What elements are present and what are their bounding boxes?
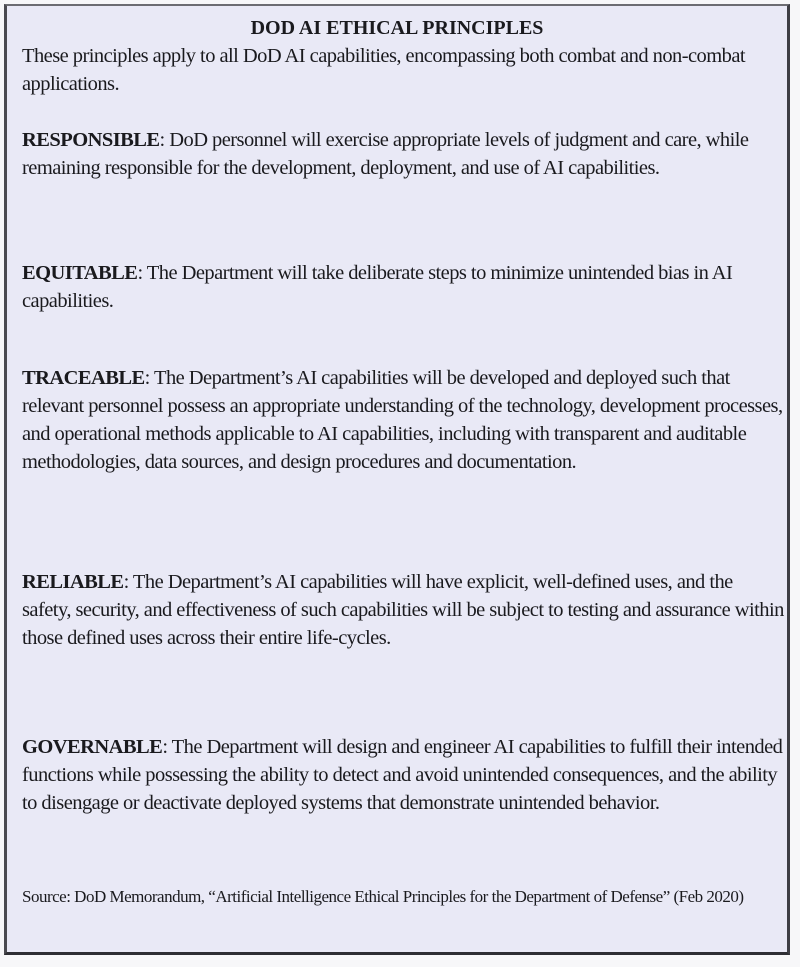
principle-traceable [22, 364, 784, 476]
principle-text: : The Department’s AI capabilities will have explicit, well-defined uses, and the safety, security, and effectiveness of such capabilities will be subject to testing and assurance within those defined uses across their entire life-cycles. [22, 571, 784, 649]
source-citation: Source: DoD Memorandum, “Artificial Intelligence Ethical Principles for the Department of Defense” (Feb 2020) [22, 887, 744, 906]
principle-text: : The Department will design and engineer AI capabilities to fulfill their intended functions while possessing the ability to detect and avoid unintended consequences, and the ability to disengage or deactivate deployed systems that demonstrate unintended behavior. [22, 736, 783, 814]
principle-text: : DoD personnel will exercise appropriate levels of judgment and care, while remaining responsible for the development, deployment, and use of AI capabilities. [22, 129, 749, 179]
principle-name: TRACEABLE [22, 367, 145, 389]
document-title: DOD AI ETHICAL PRINCIPLES [250, 17, 544, 39]
principle-governable [22, 733, 784, 817]
principle-reliable [22, 568, 784, 652]
principle-text: : The Department will take deliberate steps to minimize unintended bias in AI capabilities. [22, 262, 733, 312]
principle-name: EQUITABLE [22, 262, 138, 284]
principle-equitable [22, 259, 784, 315]
principle-name: RESPONSIBLE [22, 129, 160, 151]
intro-paragraph: These principles apply to all DoD AI capabilities, encompassing both combat and non-combat applications. [22, 45, 746, 95]
principles-box [4, 4, 790, 955]
principle-responsible [22, 126, 784, 182]
principle-text: : The Department’s AI capabilities will be developed and deployed such that relevant personnel possess an appropriate understanding of the technology, development processes, and operational methods applicable to AI capabilities, including with transparent and auditable methodologies, data sources, and design procedures and documentation. [22, 367, 783, 473]
principle-name: GOVERNABLE [22, 736, 163, 758]
principle-name: RELIABLE [22, 571, 124, 593]
